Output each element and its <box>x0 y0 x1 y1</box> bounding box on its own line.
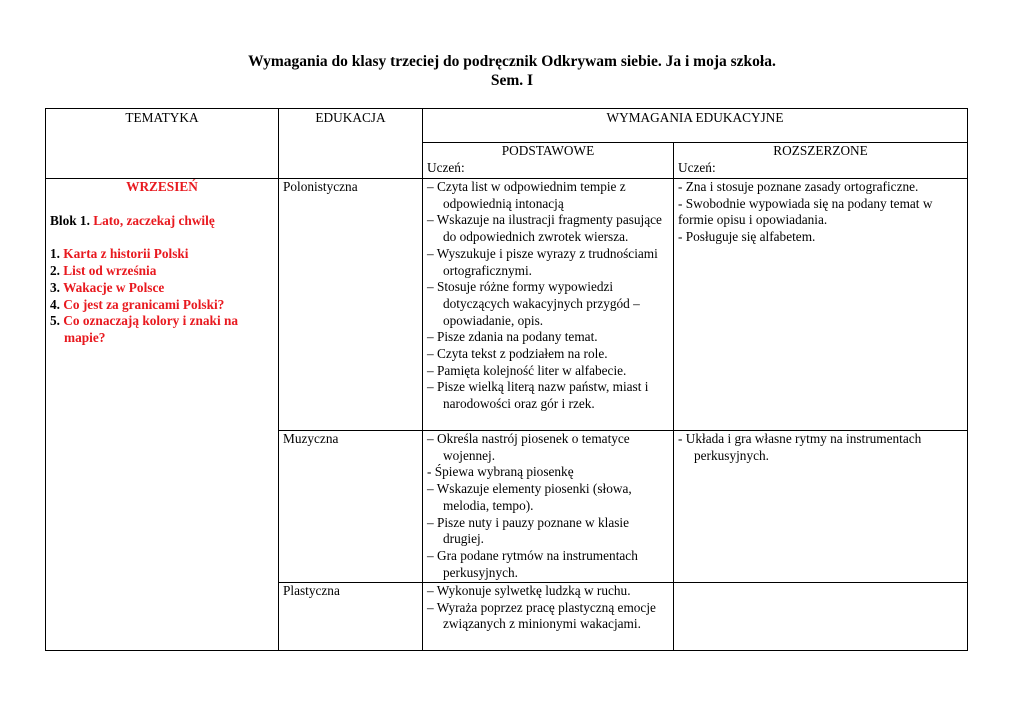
title-line-1: Wymagania do klasy trzeciej do podręcznik Odkrywam siebie. Ja i moja szkoła. <box>248 53 776 70</box>
podstawowe-polonistyczna <box>423 179 674 431</box>
lesson-list <box>50 246 274 346</box>
requirement-item: - Posługuje się alfabetem. <box>678 229 816 245</box>
requirement-item: - Swobodnie wypowiada się na podany temat w formie opisu i opowiadania. <box>678 195 933 228</box>
document-title <box>0 52 1024 90</box>
header-tematyka: TEMATYKA <box>46 109 279 179</box>
podstawowe-title: PODSTAWOWE <box>501 143 595 158</box>
row-polonistyczna <box>46 179 968 431</box>
requirement-item: - Układa i gra własne rytmy na instrumentach perkusyjnych. <box>678 431 922 463</box>
edukacja-muzyczna: Muzyczna <box>279 431 423 583</box>
requirement-item: – Stosuje różne formy wypowiedzi dotyczących wakacyjnych przygód – opowiadanie, opis. <box>427 279 640 328</box>
edukacja-polonistyczna: Polonistyczna <box>279 179 423 431</box>
lesson-item: 2. List od września <box>50 263 157 279</box>
header-wymagania: WYMAGANIA EDUKACYJNE <box>423 109 968 143</box>
requirement-item: – Wskazuje na ilustracji fragmenty pasujące do odpowiednich zwrotek wiersza. <box>427 212 662 245</box>
rozszerzone-plastyczna <box>674 583 968 651</box>
requirement-item: – Czyta tekst z podziałem na role. <box>427 346 608 362</box>
requirement-item: – Wykonuje sylwetkę ludzką w ruchu. <box>427 583 631 598</box>
requirement-item: – Wyszukuje i pisze wyrazy z trudnościami ortograficznymi. <box>427 245 658 278</box>
header-row <box>46 109 968 143</box>
rozszerzone-uczen: Uczeń: <box>678 159 716 175</box>
block-title: Lato, zaczekaj chwilę <box>93 212 215 228</box>
requirement-item: – Wskazuje elementy piosenki (słowa, melodia, tempo). <box>427 481 632 513</box>
requirements-table <box>45 108 968 651</box>
podstawowe-plastyczna <box>423 583 674 651</box>
header-podstawowe <box>423 143 674 179</box>
requirement-item: – Pisze nuty i pauzy poznane w klasie drugiej. <box>427 514 629 547</box>
requirement-item: – Pamięta kolejność liter w alfabecie. <box>427 362 627 378</box>
edukacja-plastyczna: Plastyczna <box>279 583 423 651</box>
lesson-item: 3. Wakacje w Polsce <box>50 279 165 295</box>
lesson-item: 5. Co oznaczają kolory i znaki na mapie? <box>50 313 239 345</box>
requirement-item: – Wyraża poprzez pracę plastyczną emocje związanych z minionymi wakacjami. <box>427 599 656 632</box>
requirement-item: - Śpiewa wybraną piosenkę <box>427 464 574 480</box>
rozszerzone-polonistyczna <box>674 179 968 431</box>
requirement-item: – Pisze wielką literą nazw państw, miast i narodowości oraz gór i rzek. <box>427 379 649 412</box>
requirement-item: – Określa nastrój piosenek o tematyce wojennej. <box>427 431 630 463</box>
requirement-item: – Czyta list w odpowiednim tempie z odpowiednią intonacją <box>427 179 626 211</box>
requirement-item: – Gra podane rytmów na instrumentach perkusyjnych. <box>427 547 638 580</box>
block-prefix: Blok 1. <box>50 212 94 228</box>
header-edukacja: EDUKACJA <box>279 109 423 179</box>
podstawowe-uczen: Uczeń: <box>427 159 465 175</box>
requirement-item: – Pisze zdania na podany temat. <box>427 329 598 345</box>
rozszerzone-title: ROZSZERZONE <box>773 143 868 158</box>
lesson-item: 1. Karta z historii Polski <box>50 246 189 262</box>
tematyka-cell <box>46 179 279 651</box>
month-label: WRZESIEŃ <box>126 179 198 194</box>
requirement-item: - Zna i stosuje poznane zasady ortograficzne. <box>678 179 919 194</box>
header-rozszerzone <box>674 143 968 179</box>
rozszerzone-muzyczna <box>674 431 968 583</box>
podstawowe-muzyczna <box>423 431 674 583</box>
lesson-item: 4. Co jest za granicami Polski? <box>50 296 225 312</box>
block-heading <box>50 213 274 230</box>
title-line-2: Sem. I <box>490 72 534 89</box>
